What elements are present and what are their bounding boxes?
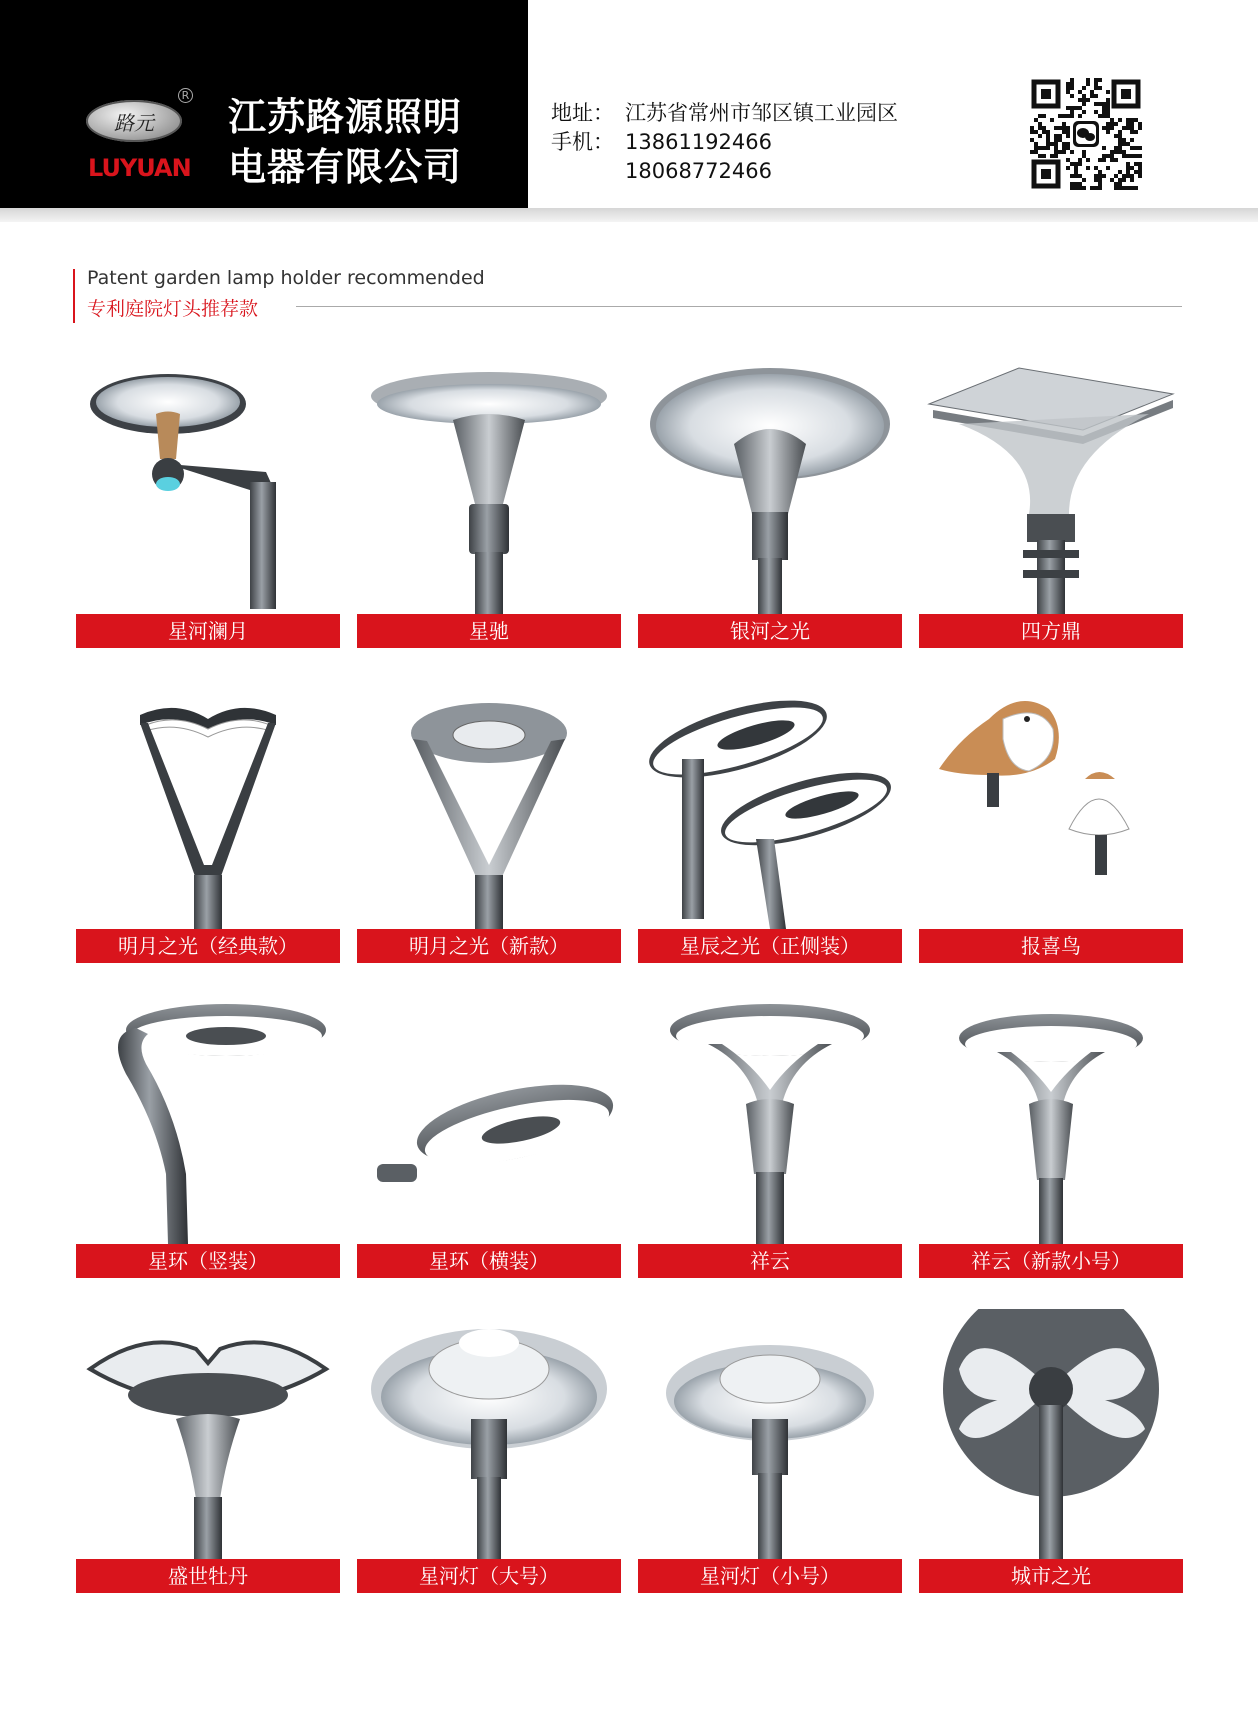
logo-chinese-text: 路元 (114, 110, 154, 135)
logo-english-text: LUYUAN (88, 154, 191, 182)
lamp-xinghuan-horizontal-icon (357, 994, 621, 1244)
lamp-baoxiniao-icon (919, 679, 1183, 929)
lamp-xinghe-large-icon (357, 1309, 621, 1559)
lamp-xinghe-small-icon (638, 1309, 902, 1559)
header-divider (0, 208, 1258, 222)
logo-emblem (86, 100, 182, 142)
phone-number-1: 13861192466 (625, 130, 772, 154)
lamp-sifangding-icon (919, 364, 1183, 614)
section-title-cn: 专利庭院灯头推荐款 (87, 298, 259, 320)
lamp-mingyue-classic-icon (76, 679, 340, 929)
product-name-label: 星驰 (357, 614, 621, 648)
phone-label: 手机： (551, 130, 614, 154)
lamp-xingchi-icon (357, 364, 621, 614)
lamp-yinhe-zhiguang-icon (638, 364, 902, 614)
lamp-xingchen-icon (638, 679, 902, 929)
product-name-label: 祥云 (638, 1244, 902, 1278)
product-name-label: 星河灯（小号） (638, 1559, 902, 1593)
company-name (228, 92, 462, 192)
address-text: 江苏省常州市邹区镇工业园区 (625, 101, 898, 125)
phone-number-2: 18068772466 (625, 159, 772, 183)
product-name-label: 城市之光 (919, 1559, 1183, 1593)
product-name-label: 明月之光（新款） (357, 929, 621, 963)
product-name-label: 祥云（新款小号） (919, 1244, 1183, 1278)
product-name-label: 明月之光（经典款） (76, 929, 340, 963)
product-name-label: 星河灯（大号） (357, 1559, 621, 1593)
product-name-label: 星河澜月 (76, 614, 340, 648)
company-name-line2: 电器有限公司 (228, 145, 463, 189)
wechat-qr-code-icon (1030, 78, 1142, 190)
section-accent-bar (73, 269, 75, 323)
contact-info (551, 99, 898, 186)
product-name-label: 银河之光 (638, 614, 902, 648)
section-title-en: Patent garden lamp holder recommended (87, 267, 485, 289)
lamp-mingyue-new-icon (357, 679, 621, 929)
product-name-label: 盛世牡丹 (76, 1559, 340, 1593)
company-name-line1: 江苏路源照明 (228, 95, 463, 139)
product-name-label: 报喜鸟 (919, 929, 1183, 963)
lamp-xiangyun-small-icon (919, 994, 1183, 1244)
product-name-label: 星辰之光（正侧装） (638, 929, 902, 963)
product-name-label: 星环（竖装） (76, 1244, 340, 1278)
address-label: 地址： (551, 101, 614, 125)
lamp-shengshi-mudan-icon (76, 1309, 340, 1559)
lamp-xinghe-lanyue-icon (76, 364, 340, 614)
product-name-label: 四方鼎 (919, 614, 1183, 648)
product-name-label: 星环（横装） (357, 1244, 621, 1278)
section-rule (296, 306, 1182, 307)
lamp-xiangyun-icon (638, 994, 902, 1244)
registered-mark: R (178, 88, 193, 103)
company-logo (86, 88, 191, 188)
lamp-xinghuan-vertical-icon (76, 994, 340, 1244)
lamp-chengshi-zhiguang-icon (919, 1309, 1183, 1559)
